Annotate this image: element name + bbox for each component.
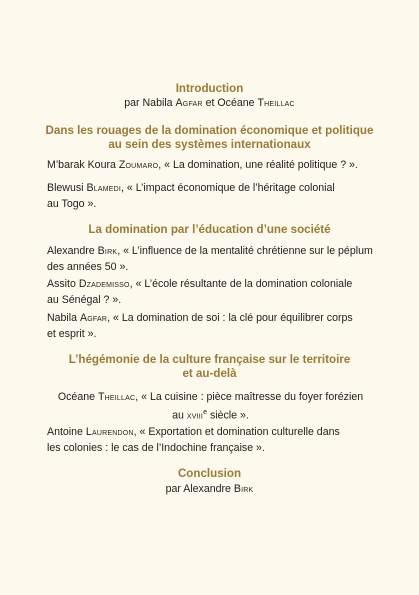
entry-author-last: Theillac bbox=[97, 391, 136, 403]
entry-title-post: siècle ». bbox=[209, 409, 249, 422]
intro-author1-first: Nabila bbox=[142, 97, 173, 109]
intro-heading: Introduction bbox=[175, 82, 244, 95]
entry-author-last: Agfar bbox=[80, 312, 108, 324]
intro-author1-last: Agfar bbox=[175, 97, 203, 109]
entry-title-continued: des années 50 ». bbox=[47, 261, 129, 273]
section3-heading bbox=[30, 353, 389, 381]
conclusion-by: par bbox=[165, 483, 181, 495]
conclusion-heading: Conclusion bbox=[177, 467, 242, 480]
entry-author-first: Alexandre bbox=[47, 245, 95, 257]
toc-entry bbox=[47, 243, 374, 275]
intro-author2-first: Océane bbox=[217, 97, 255, 109]
entry-author-first: Blewusi bbox=[47, 182, 84, 194]
entry-author-last: Zoumaro bbox=[118, 159, 159, 171]
entry-title-continued: et esprit ». bbox=[47, 328, 97, 340]
intro-byline bbox=[30, 97, 389, 110]
section1-title-line2: au sein des systèmes internationaux bbox=[108, 138, 311, 151]
century-superscript: e bbox=[203, 409, 207, 416]
conclusion-author-last: Birk bbox=[233, 483, 254, 495]
toc-entry bbox=[47, 310, 374, 342]
entry-author-first: Nabila bbox=[47, 312, 78, 324]
toc-entry bbox=[47, 180, 374, 212]
century-numeral: xviii bbox=[186, 409, 204, 422]
entry-title: , « L’impact économique de l’héritage colonial bbox=[121, 182, 335, 194]
entry-author-first: M’barak Koura bbox=[47, 159, 116, 171]
entry-author-last: Birk bbox=[97, 245, 118, 257]
toc-entry bbox=[47, 276, 374, 308]
toc-entry bbox=[47, 389, 374, 424]
section1-heading bbox=[30, 124, 389, 152]
toc-entry bbox=[47, 157, 374, 173]
intro-author2-last: Theillac bbox=[257, 97, 295, 109]
entry-author-last: Dzademisso bbox=[78, 278, 130, 290]
entry-author-first: Antoine bbox=[47, 426, 83, 438]
entry-title-pre: au bbox=[172, 409, 184, 422]
conclusion-byline bbox=[30, 483, 389, 496]
section3-title-line2: et au-delà bbox=[182, 367, 237, 380]
entry-author-first: Océane bbox=[57, 391, 95, 403]
entry-author-last: Blamedi bbox=[86, 182, 121, 194]
section3-title-line1: L’hégémonie de la culture française sur le territoire bbox=[68, 353, 351, 366]
intro-and: et bbox=[205, 97, 215, 109]
entry-title: , « La cuisine : pièce maîtresse du foyer forézien bbox=[135, 391, 364, 403]
section1-title-line1: Dans les rouages de la domination économique et politique bbox=[45, 124, 374, 137]
entry-title-continued bbox=[47, 405, 374, 424]
entry-title: , « L’école résultante de la domination coloniale bbox=[129, 278, 353, 290]
entry-title: , « L’influence de la mentalité chrétienne sur le péplum bbox=[117, 245, 373, 257]
entry-author-first: Assito bbox=[47, 278, 76, 290]
section2-heading: La domination par l’éducation d’une société bbox=[88, 223, 331, 236]
entry-title-continued: les colonies : le cas de l’Indochine française ». bbox=[47, 442, 265, 454]
entry-author-last: Laurendon bbox=[85, 426, 134, 438]
entry-title: , « La domination, une réalité politique ? ». bbox=[158, 159, 358, 171]
entry-title: , « Exportation et domination culturelle dans bbox=[133, 426, 340, 438]
intro-by: par bbox=[124, 97, 140, 109]
entry-title: , « La domination de soi : la clé pour équilibrer corps bbox=[107, 312, 353, 324]
conclusion-author-first: Alexandre bbox=[183, 483, 231, 495]
entry-title-continued: au Sénégal ? ». bbox=[47, 294, 122, 306]
entry-title-continued: au Togo ». bbox=[47, 198, 97, 210]
toc-entry bbox=[47, 424, 374, 456]
